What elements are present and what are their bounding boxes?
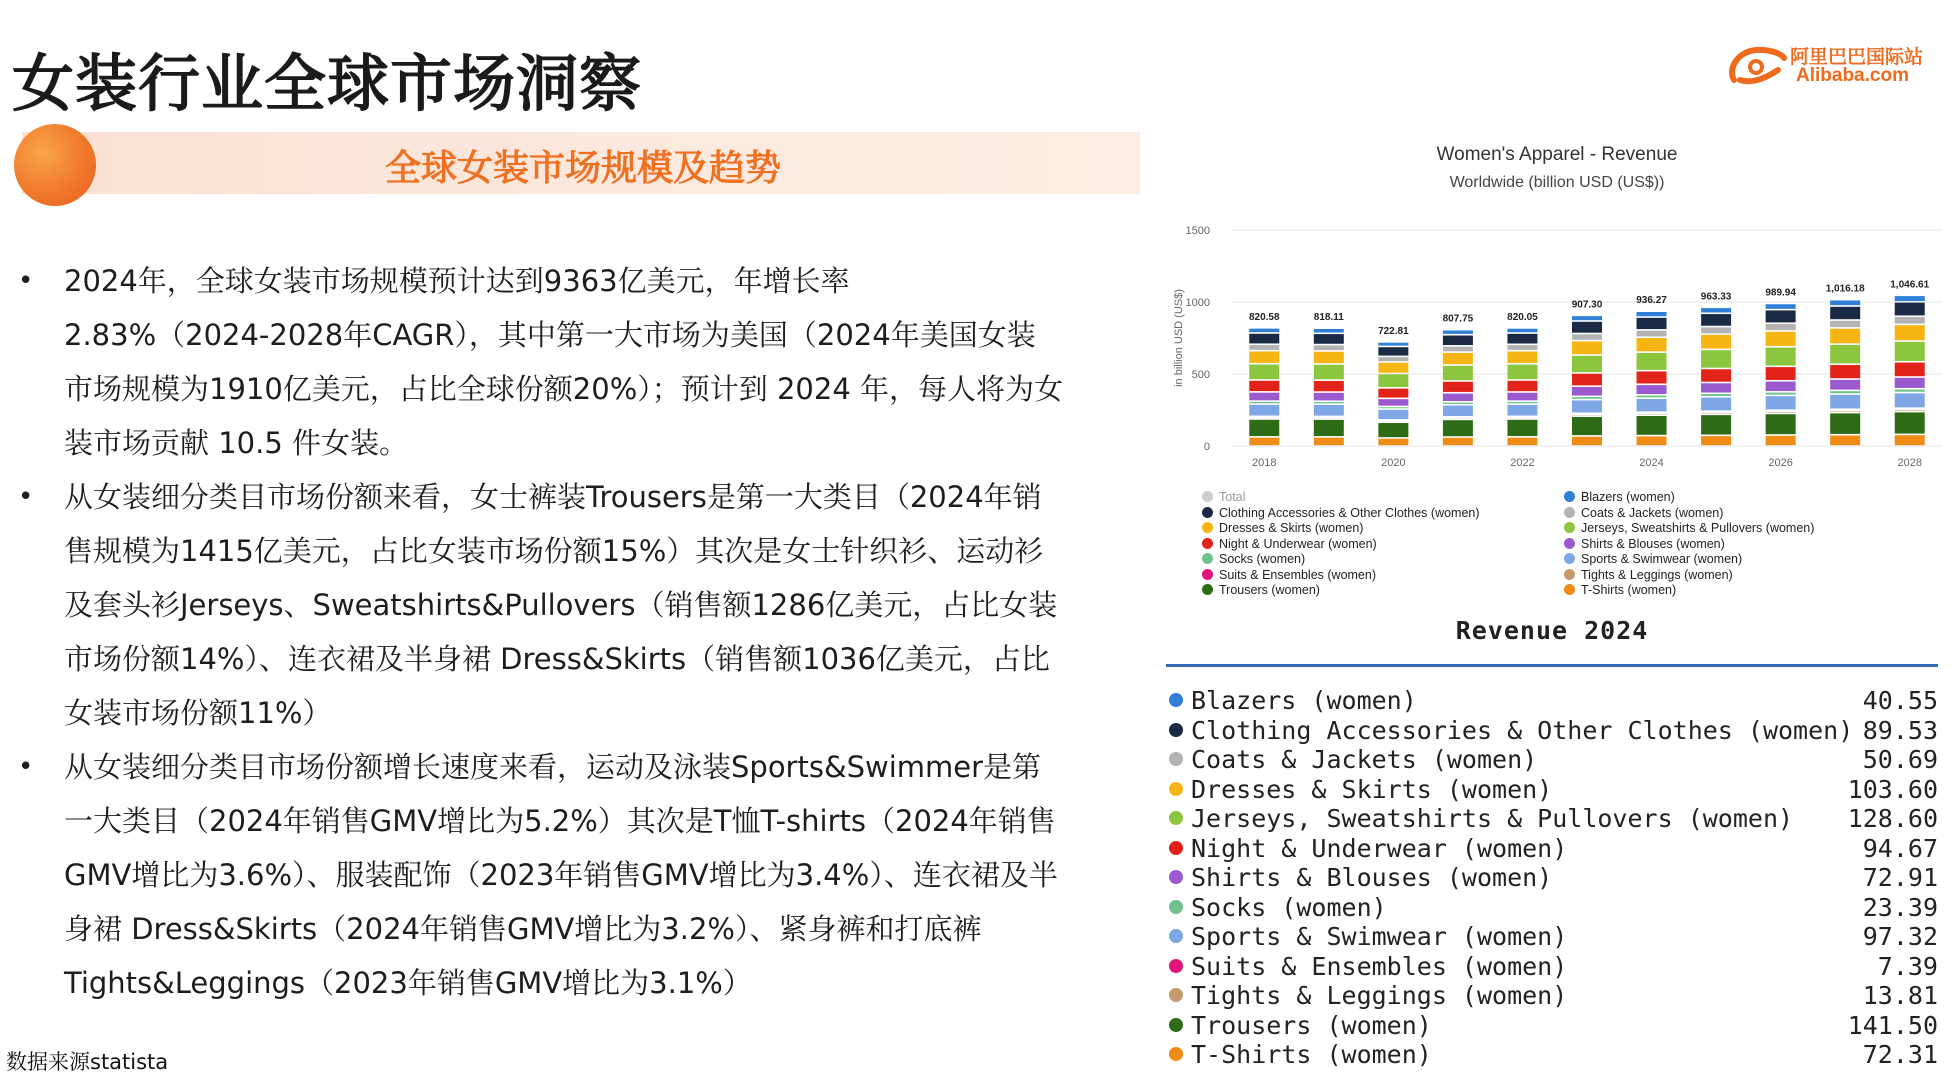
bar-segment — [1701, 335, 1731, 349]
legend-dot-icon — [1202, 522, 1213, 533]
y-axis-label: in billion USD (US$) — [1173, 289, 1185, 387]
revenue-label: Dresses & Skirts (women) — [1191, 774, 1553, 804]
bar-total-label: 722.81 — [1378, 325, 1409, 337]
x-tick-label: 2026 — [1768, 457, 1793, 469]
bar-segment — [1443, 347, 1473, 352]
bar-segment — [1637, 318, 1667, 329]
x-tick-label: 2020 — [1381, 457, 1406, 469]
bar-segment — [1314, 405, 1344, 416]
bar-segment — [1701, 314, 1731, 326]
bullet-icon: • — [18, 482, 34, 512]
legend-label: Clothing Accessories & Other Clothes (women) — [1219, 505, 1480, 520]
bar-segment — [1507, 420, 1537, 436]
bar-segment — [1378, 363, 1408, 373]
revenue-row — [1166, 716, 1938, 746]
revenue-row — [1166, 1040, 1938, 1070]
legend-label: Socks (women) — [1219, 552, 1306, 566]
bar-segment — [1766, 393, 1796, 395]
bar-segment — [1830, 329, 1860, 344]
revenue-row — [1166, 863, 1938, 893]
bar-segment — [1895, 317, 1925, 324]
bar-segment — [1701, 398, 1731, 411]
bar-segment — [1443, 330, 1473, 333]
legend-dot-icon — [1202, 584, 1213, 595]
legend-item[interactable] — [1564, 537, 1814, 553]
revenue-value: 72.31 — [1862, 1040, 1938, 1069]
revenue-label: Night & Underwear (women) — [1191, 833, 1568, 863]
revenue-label: Jerseys, Sweatshirts & Pullovers (women) — [1191, 804, 1794, 833]
revenue-label: Coats & Jackets (women) — [1191, 745, 1538, 774]
bullet-icon: • — [18, 752, 34, 782]
revenue-label: Tights & Leggings (women) — [1191, 981, 1568, 1010]
x-tick-label: 2028 — [1897, 457, 1922, 469]
bar-segment — [1895, 390, 1925, 392]
bar-segment — [1314, 402, 1344, 403]
bar-segment — [1830, 413, 1860, 434]
bar-segment — [1443, 394, 1473, 401]
revenue-value: 94.67 — [1862, 833, 1938, 863]
bar-segment — [1249, 334, 1279, 344]
legend-label: Jerseys, Sweatshirts & Pullovers (women) — [1581, 521, 1815, 535]
bar-segment — [1249, 438, 1279, 446]
bar-segment — [1314, 420, 1344, 436]
revenue-dot-icon — [1169, 929, 1183, 943]
legend-dot-icon — [1564, 491, 1575, 502]
revenue-label: T-Shirts (women) — [1191, 1040, 1432, 1069]
bar-segment — [1249, 420, 1279, 436]
bar-total-label: 907.30 — [1571, 299, 1603, 311]
bar-segment — [1830, 391, 1860, 393]
bar-segment — [1701, 369, 1731, 381]
bar-segment — [1507, 334, 1537, 344]
bar-total-label: 963.33 — [1700, 291, 1732, 303]
bar-segment — [1572, 400, 1602, 412]
bullet-icon: • — [18, 266, 34, 296]
bar-segment — [1378, 343, 1408, 346]
bar-segment — [1830, 411, 1860, 412]
bar-segment — [1766, 436, 1796, 445]
legend-item[interactable] — [1564, 521, 1814, 537]
alibaba-logo-icon — [1726, 40, 1790, 92]
legend-item[interactable] — [1202, 521, 1480, 537]
alibaba-logo — [1726, 40, 1936, 92]
bar-segment — [1378, 407, 1408, 408]
bar-segment — [1637, 399, 1667, 411]
bar-segment — [1249, 393, 1279, 401]
bar-segment — [1378, 347, 1408, 355]
revenue-value: 128.60 — [1847, 804, 1938, 833]
bar-segment — [1314, 334, 1344, 344]
bullet-text: 从女装细分类目市场份额增长速度来看，运动及泳装Sports&Swimmer是第一大类目（2024年销售GMV增比为5.2%）其次是T恤T-shirts（2024年销售GMV增比为3.6%）、服装配饰（2023年销售GMV增比为3.4%）、连衣裙及半身裙 Dress&Skirts（2024年销售GMV增比为3.2%）、紧身裤和打底裤Tights&Leggings（2023年销售GMV增比为3.1%） — [64, 750, 1058, 1000]
legend-dot-icon — [1202, 569, 1213, 580]
bar-segment — [1637, 385, 1667, 394]
revenue-dot-icon — [1169, 959, 1183, 973]
bar-segment — [1378, 439, 1408, 445]
bar-segment — [1701, 350, 1731, 367]
bullet-item — [14, 254, 1064, 470]
bar-segment — [1378, 410, 1408, 419]
bar-segment — [1249, 405, 1279, 416]
y-tick-label: 1500 — [1185, 225, 1210, 237]
bar-segment — [1766, 310, 1796, 322]
bullet-list — [14, 254, 1064, 1010]
legend-dot-icon — [1202, 553, 1213, 564]
bar-segment — [1766, 324, 1796, 330]
bar-segment — [1572, 322, 1602, 333]
revenue-dot-icon — [1169, 752, 1183, 766]
bar-segment — [1895, 342, 1925, 361]
bullet-item — [14, 470, 1064, 740]
bar-segment — [1637, 436, 1667, 445]
legend-dot-icon — [1202, 538, 1213, 549]
revenue-label: Socks (women) — [1191, 892, 1387, 922]
legend-label: Suits & Ensembles (women) — [1219, 567, 1377, 582]
bar-segment — [1378, 399, 1408, 406]
bar-segment — [1895, 296, 1925, 301]
bar-total-label: 989.94 — [1765, 287, 1796, 299]
revenue-value: 7.39 — [1877, 951, 1938, 981]
bar-segment — [1895, 363, 1925, 377]
bar-segment — [1507, 402, 1537, 403]
revenue-value: 50.69 — [1862, 745, 1938, 774]
bar-segment — [1701, 436, 1731, 445]
bar-segment — [1701, 308, 1731, 312]
bar-segment — [1830, 300, 1860, 305]
bar-segment — [1572, 417, 1602, 435]
legend-item[interactable] — [1564, 552, 1814, 568]
legend-dot-icon — [1202, 507, 1213, 518]
logo-text-cn: 阿里巴巴国际站 — [1790, 46, 1924, 68]
bar-segment — [1701, 383, 1731, 392]
chart-title: Women's Apparel - Revenue — [1436, 144, 1678, 165]
bar-segment — [1378, 357, 1408, 361]
bar-segment — [1895, 410, 1925, 411]
bar-segment — [1249, 345, 1279, 350]
revenue-label: Shirts & Blouses (women) — [1191, 863, 1553, 892]
revenue-value: 89.53 — [1862, 715, 1938, 745]
x-tick-label: 2022 — [1510, 457, 1535, 469]
bar-segment — [1314, 381, 1344, 391]
bar-total-label: 818.11 — [1313, 312, 1344, 324]
x-tick-label: 2018 — [1252, 457, 1277, 469]
bar-segment — [1314, 329, 1344, 333]
revenue-dot-icon — [1169, 1047, 1183, 1061]
revenue-row — [1166, 1011, 1938, 1041]
bar-total-label: 820.05 — [1507, 311, 1538, 323]
bar-segment — [1766, 412, 1796, 413]
legend-label: Dresses & Skirts (women) — [1219, 521, 1364, 535]
legend-dot-icon — [1564, 553, 1575, 564]
revenue-row — [1166, 893, 1938, 923]
y-tick-label: 500 — [1191, 369, 1210, 381]
revenue-value: 97.32 — [1862, 922, 1938, 951]
bar-segment — [1443, 382, 1473, 392]
bar-segment — [1637, 353, 1667, 370]
bar-segment — [1314, 393, 1344, 401]
revenue-row — [1166, 804, 1938, 834]
x-tick-label: 2024 — [1639, 457, 1664, 469]
bar-segment — [1766, 304, 1796, 309]
bar-total-label: 807.75 — [1442, 313, 1474, 325]
bar-segment — [1443, 366, 1473, 380]
revenue-dot-icon — [1169, 723, 1183, 737]
bar-segment — [1443, 438, 1473, 445]
legend-item[interactable] — [1202, 537, 1480, 553]
revenue-dot-icon — [1169, 900, 1183, 914]
legend-dot-icon — [1564, 584, 1575, 595]
bar-segment — [1572, 437, 1602, 445]
bar-segment — [1830, 435, 1860, 445]
bar-segment — [1701, 415, 1731, 434]
bar-segment — [1443, 406, 1473, 416]
revenue-2024-title: Revenue 2024 — [1455, 616, 1649, 645]
legend-label: Blazers (women) — [1581, 490, 1675, 504]
bar-segment — [1378, 423, 1408, 437]
bar-segment — [1507, 352, 1537, 363]
bar-segment — [1249, 351, 1279, 362]
bar-segment — [1572, 341, 1602, 354]
revenue-row — [1166, 981, 1938, 1011]
bar-segment — [1637, 331, 1667, 337]
revenue-label: Blazers (women) — [1191, 686, 1417, 715]
legend-dot-icon — [1564, 507, 1575, 518]
bar-segment — [1637, 396, 1667, 398]
bar-segment — [1830, 345, 1860, 363]
bar-total-label: 1,046.61 — [1890, 279, 1930, 291]
revenue-row — [1166, 775, 1938, 805]
bar-segment — [1249, 365, 1279, 380]
bar-segment — [1766, 367, 1796, 380]
revenue-dot-icon — [1169, 782, 1183, 796]
bar-segment — [1507, 381, 1537, 391]
bar-segment — [1314, 352, 1344, 363]
bar-segment — [1572, 374, 1602, 386]
bar-segment — [1443, 420, 1473, 436]
bar-segment — [1895, 303, 1925, 316]
legend-dot-icon — [1564, 522, 1575, 533]
revenue-value: 40.55 — [1862, 686, 1938, 715]
bar-segment — [1701, 327, 1731, 333]
bar-segment — [1507, 345, 1537, 350]
bar-segment — [1378, 374, 1408, 387]
bar-segment — [1895, 378, 1925, 388]
bar-segment — [1766, 414, 1796, 434]
revenue-dot-icon — [1169, 811, 1183, 825]
revenue-dot-icon — [1169, 693, 1183, 707]
bar-segment — [1507, 438, 1537, 446]
revenue-value: 72.91 — [1862, 863, 1938, 892]
revenue-dot-icon — [1169, 841, 1183, 855]
bar-segment — [1507, 365, 1537, 380]
y-tick-label: 0 — [1203, 441, 1210, 453]
bar-segment — [1572, 356, 1602, 372]
bar-segment — [1443, 403, 1473, 404]
bar-segment — [1637, 312, 1667, 316]
legend-label: Coats & Jackets (women) — [1581, 505, 1724, 520]
legend-label: T-Shirts (women) — [1581, 583, 1677, 597]
legend-label: Trousers (women) — [1219, 583, 1320, 597]
bar-segment — [1895, 325, 1925, 340]
revenue-label: Sports & Swimwear (women) — [1191, 922, 1568, 951]
revenue-value: 13.81 — [1862, 981, 1938, 1010]
revenue-row — [1166, 952, 1938, 982]
legend-label: Night & Underwear (women) — [1219, 536, 1377, 551]
bar-segment — [1572, 387, 1602, 396]
bullet-item — [14, 740, 1064, 1010]
revenue-row — [1166, 686, 1938, 716]
bar-segment — [1895, 393, 1925, 407]
chart-subtitle: Worldwide (billion USD (US$)) — [1449, 174, 1665, 191]
legend-item[interactable] — [1202, 490, 1480, 506]
legend-dot-icon — [1202, 491, 1213, 502]
bar-segment — [1830, 307, 1860, 319]
bar-segment — [1637, 371, 1667, 383]
bar-segment — [1507, 405, 1537, 416]
page-title: 女装行业全球市场洞察 — [12, 47, 643, 120]
revenue-value: 23.39 — [1862, 892, 1938, 922]
revenue-label: Suits & Ensembles (women) — [1191, 951, 1568, 981]
legend-item[interactable] — [1202, 506, 1480, 522]
revenue-dot-icon — [1169, 1018, 1183, 1032]
revenue-label: Trousers (women) — [1191, 1010, 1432, 1040]
bar-segment — [1249, 381, 1279, 391]
bar-segment — [1830, 321, 1860, 327]
bar-segment — [1572, 397, 1602, 399]
legend-label: Shirts & Blouses (women) — [1581, 536, 1725, 551]
bar-segment — [1895, 435, 1925, 445]
bar-segment — [1830, 380, 1860, 390]
revenue-value: 103.60 — [1847, 774, 1938, 804]
legend-item[interactable] — [1564, 490, 1814, 506]
revenue-value: 141.50 — [1847, 1010, 1938, 1040]
bar-segment — [1249, 329, 1279, 333]
revenue-dot-icon — [1169, 870, 1183, 884]
legend-label: Tights & Leggings (women) — [1581, 567, 1733, 582]
section-circle-icon — [14, 124, 96, 206]
bullet-text: 从女装细分类目市场份额来看，女士裤装Trousers是第一大类目（2024年销售规模为1415亿美元，占比女装市场份额15%）其次是女士针织衫、运动衫及套头衫Jerseys、Sweatshirts&Pullovers（销售额1286亿美元，占比女装市场份额14%）、连衣裙及半身裙 Dress&Skirts（销售额1036亿美元，占比女装市场份额11%） — [64, 480, 1058, 730]
revenue-row — [1166, 745, 1938, 775]
section-title: 全球女装市场规模及趋势 — [385, 148, 782, 189]
bar-segment — [1507, 393, 1537, 401]
bar-segment — [1249, 402, 1279, 403]
logo-text-en: Alibaba.com — [1796, 65, 1909, 86]
legend-item[interactable] — [1564, 568, 1814, 584]
legend-item[interactable] — [1202, 583, 1480, 599]
legend-label: Total — [1219, 490, 1246, 504]
chart-legend-right — [1564, 490, 1814, 599]
bar-segment — [1766, 332, 1796, 346]
revenue-divider — [1166, 664, 1938, 667]
source-note: 数据来源statista — [6, 1050, 169, 1074]
bar-segment — [1637, 338, 1667, 351]
bar-segment — [1572, 334, 1602, 339]
bar-segment — [1766, 396, 1796, 409]
bar-segment — [1443, 353, 1473, 364]
bar-total-label: 936.27 — [1636, 295, 1667, 307]
bar-segment — [1830, 395, 1860, 409]
bar-segment — [1507, 329, 1537, 333]
bar-segment — [1314, 365, 1344, 380]
bar-segment — [1830, 365, 1860, 378]
bar-segment — [1572, 316, 1602, 320]
bar-segment — [1314, 438, 1344, 445]
bullet-text: 2024年，全球女装市场规模预计达到9363亿美元，年增长率 2.83%（2024-2028年CAGR），其中第一大市场为美国（2024年美国女装市场规模为1910亿美元，占比全球份额20%）；预计到 2024 年，每人将为女装市场贡献 10.5 件女装。 — [64, 264, 1064, 460]
revenue-label: Clothing Accessories & Other Clothes (women) — [1191, 715, 1854, 745]
legend-dot-icon — [1564, 569, 1575, 580]
bar-segment — [1895, 412, 1925, 433]
bar-segment — [1701, 394, 1731, 396]
bar-total-label: 1,016.18 — [1825, 283, 1865, 295]
bar-segment — [1378, 389, 1408, 398]
revenue-row — [1166, 834, 1938, 864]
legend-item[interactable] — [1564, 506, 1814, 522]
legend-label: Sports & Swimwear (women) — [1581, 552, 1743, 566]
y-tick-label: 1000 — [1185, 297, 1210, 309]
bar-segment — [1766, 348, 1796, 366]
revenue-dot-icon — [1169, 988, 1183, 1002]
legend-dot-icon — [1564, 538, 1575, 549]
bar-segment — [1637, 416, 1667, 435]
bar-segment — [1443, 336, 1473, 346]
legend-item[interactable] — [1564, 583, 1814, 599]
chart-legend-left — [1202, 490, 1480, 599]
legend-item[interactable] — [1202, 552, 1480, 568]
revenue-row — [1166, 922, 1938, 952]
revenue-2024-list — [1166, 686, 1938, 1070]
bar-segment — [1766, 382, 1796, 392]
bar-segment — [1314, 345, 1344, 350]
bar-total-label: 820.58 — [1248, 311, 1280, 323]
legend-item[interactable] — [1202, 568, 1480, 584]
